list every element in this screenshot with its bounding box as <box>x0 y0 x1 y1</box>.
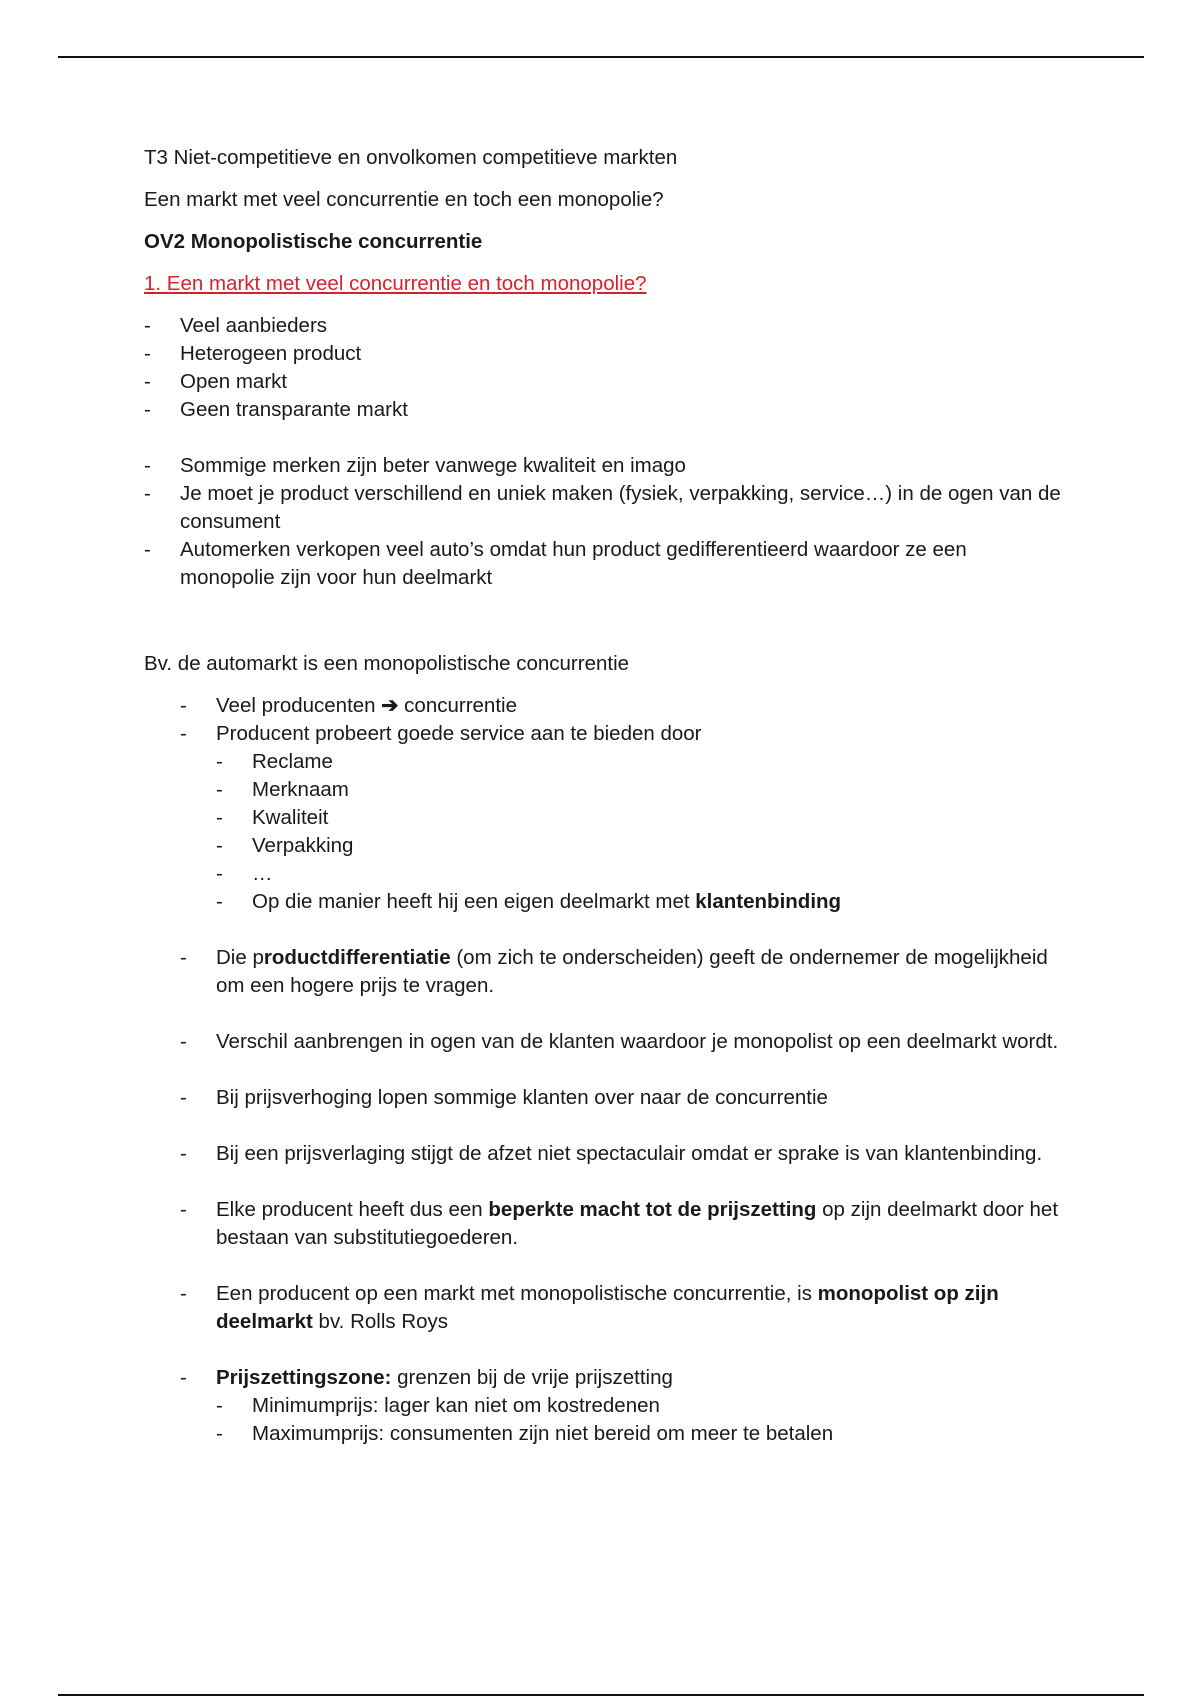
list-item: - Producent probeert goede service aan te bieden door - Reclame - Merknaam - Kwaliteit - Verpakking - … - Op die manier heeft hij een eigen deelmarkt met klantenbinding <box>180 720 1064 916</box>
sublist-item: - Minimumprijs: lager kan niet om kostredenen <box>216 1394 660 1417</box>
list-item: - Open markt <box>144 370 288 393</box>
list-item: - Bij een prijsverlaging stijgt de afzet niet spectaculair omdat er sprake is van klantenbinding. <box>180 1142 1043 1165</box>
sublist-item: - Reclame <box>216 750 333 773</box>
sublist-item: - Op die manier heeft hij een eigen deelmarkt met klantenbinding <box>216 890 842 913</box>
list-item: - Sommige merken zijn beter vanwege kwaliteit en imago <box>144 454 686 477</box>
list-item: - Een producent op een markt met monopolistische concurrentie, is monopolist op zijn deelmarkt bv. Rolls Roys <box>180 1282 999 1333</box>
list-item: - Automerken verkopen veel auto’s omdat hun product gedifferentieerd waardoor ze een monopolie zijn voor hun deelmarkt <box>144 538 967 589</box>
list-item: - Geen transparante markt <box>144 398 408 421</box>
example-intro: Bv. de automarkt is een monopolistische concurrentie <box>144 652 630 675</box>
list-item: - Elke producent heeft dus een beperkte macht tot de prijszetting op zijn deelmarkt door het bestaan van substitutiegoederen. <box>180 1198 1059 1249</box>
brand-list <box>144 452 1064 592</box>
sublist-item: - Maximumprijs: consumenten zijn niet bereid om meer te betalen <box>216 1422 834 1445</box>
document-title: T3 Niet-competitieve en onvolkomen competitieve markten <box>144 146 678 169</box>
list-item: - Veel aanbieders <box>144 314 328 337</box>
example-list <box>180 692 1064 1448</box>
section-heading: OV2 Monopolistische concurrentie <box>144 230 483 253</box>
sublist-item: - Merknaam <box>216 778 349 801</box>
sublist-item: - Verpakking <box>216 834 354 857</box>
price-zone-sublist <box>216 1392 1064 1448</box>
list-item: - Bij prijsverhoging lopen sommige klanten over naar de concurrentie <box>180 1086 828 1109</box>
arrow-icon: ➔ <box>381 694 399 717</box>
document-page <box>144 144 1064 1448</box>
list-item: - Je moet je product verschillend en uniek maken (fysiek, verpakking, service…) in de ogen van de consument <box>144 482 1061 533</box>
list-item: - Prijszettingszone: grenzen bij de vrije prijszetting - Minimumprijs: lager kan niet om kostredenen - Maximumprijs: consumenten zijn niet bereid om meer te betalen <box>180 1364 1064 1448</box>
sublist-item: - … <box>216 862 273 885</box>
service-sublist <box>216 748 1064 916</box>
top-rule <box>58 56 1144 58</box>
list-item: - Verschil aanbrengen in ogen van de klanten waardoor je monopolist op een deelmarkt wordt. <box>180 1030 1059 1053</box>
list-item: - Die productdifferentiatie (om zich te onderscheiden) geeft de ondernemer de mogelijkheid om een hogere prijs te vragen. <box>180 946 1048 997</box>
document-question: Een markt met veel concurrentie en toch een monopolie? <box>144 188 664 211</box>
characteristics-list <box>144 312 1064 424</box>
list-item: - Heterogeen product <box>144 342 362 365</box>
bottom-rule <box>58 1694 1144 1696</box>
list-item: - Veel producenten ➔ concurrentie <box>180 694 517 717</box>
subsection-heading: 1. Een markt met veel concurrentie en toch monopolie? <box>144 272 647 295</box>
sublist-item: - Kwaliteit <box>216 806 329 829</box>
